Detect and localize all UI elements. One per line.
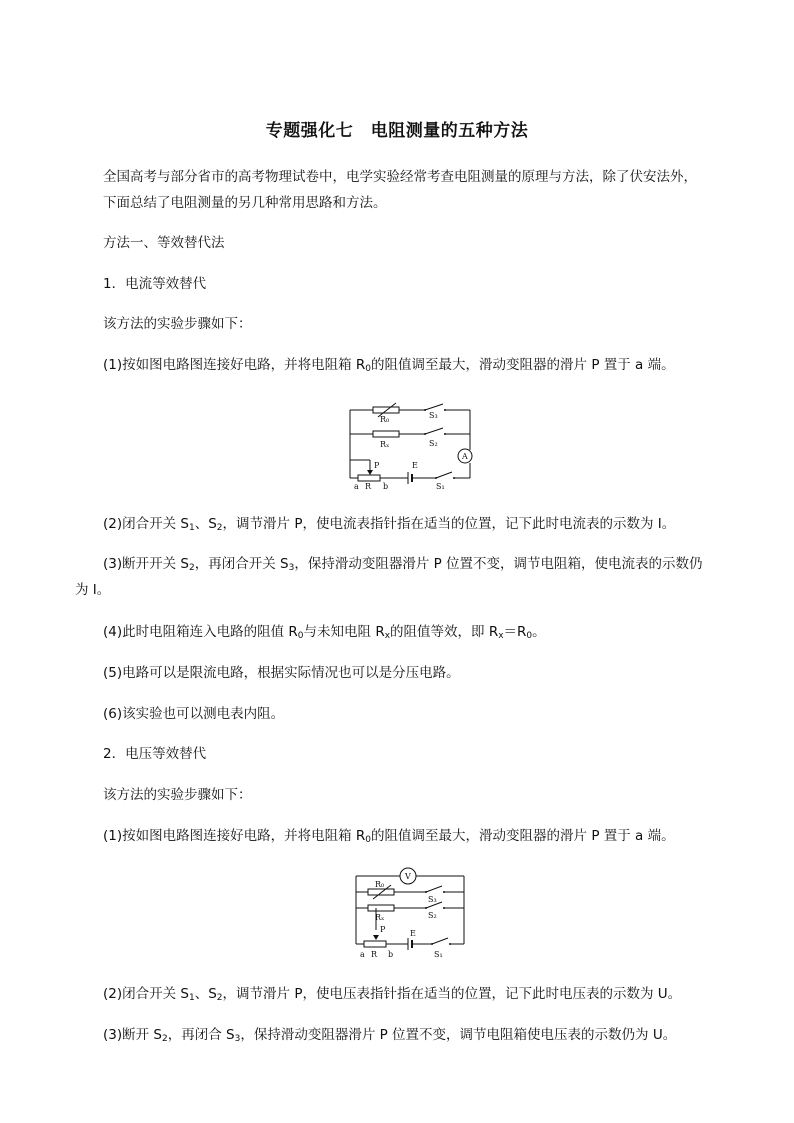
- section1-step-3-line2: 为 I。: [75, 582, 111, 598]
- voltmeter-label: V: [405, 872, 411, 881]
- section1-step-4: (4)此时电阻箱连入电路的阻值 $R_0$与未知电阻 $R_x$的阻值等效，即 $R_x=R_0$。: [103, 624, 546, 641]
- intro-line-1: 全国高考与部分省市的高考物理试卷中，电学实验经常考查电阻测量的原理与方法，除了伏安法外，: [103, 169, 697, 185]
- section2-heading: 2．电压等效替代: [103, 746, 207, 762]
- emf-e-label: E: [410, 929, 416, 938]
- section2-step-1: (1)按如图电路图连接好电路，并将电阻箱 $R_0$的阻值调至最大，滑动变阻器的滑片 P 置于 a 端。: [103, 828, 675, 845]
- s3-label: S₃: [429, 411, 438, 420]
- slider-p-label: P: [374, 461, 380, 470]
- section1-steps-label: 该方法的实验步骤如下：: [103, 316, 252, 332]
- section2-step-2: (2)闭合开关 $S_1$、$S_2$，调节滑片 P，使电压表指针指在适当的位置，记下此时电压表的示数为 U。: [103, 986, 682, 1003]
- section2-steps-label: 该方法的实验步骤如下：: [103, 787, 252, 803]
- slider-p-label: P: [380, 925, 386, 934]
- r0-label: R₀: [375, 880, 385, 889]
- rheostat-r-label: R: [371, 950, 378, 959]
- method1-heading: 方法一、等效替代法: [103, 235, 225, 251]
- r0-label: R₀: [380, 415, 390, 424]
- page-title: 专题强化七 电阻测量的五种方法: [265, 121, 529, 141]
- end-b-label: b: [383, 482, 389, 491]
- section1-step-6: (6)该实验也可以测电表内阻。: [103, 706, 285, 722]
- current-substitution-circuit-diagram: [340, 400, 480, 492]
- section1-step-3: (3)断开开关 $S_2$，再闭合开关 $S_3$，保持滑动变阻器滑片 P 位置不变，调节电阻箱，使电流表的示数仍: [103, 556, 703, 573]
- end-a-label: a: [354, 482, 359, 491]
- intro-line-2: 下面总结了电阻测量的另几种常用思路和方法。: [103, 195, 387, 211]
- emf-e-label: E: [412, 461, 418, 470]
- section1-step-2: (2)闭合开关 $S_1$、$S_2$，调节滑片 P，使电流表指针指在适当的位置，记下此时电流表的示数为 I。: [103, 516, 676, 533]
- s1-label: S₁: [434, 950, 443, 959]
- s2-label: S₂: [429, 439, 438, 448]
- rheostat-r-label: R: [365, 482, 372, 491]
- end-b-label: b: [388, 950, 394, 959]
- s1-label: S₁: [436, 482, 445, 491]
- s3-label: S₃: [428, 895, 437, 904]
- section1-step-5: (5)电路可以是限流电路，根据实际情况也可以是分压电路。: [103, 665, 460, 681]
- rx-label: Rₓ: [375, 913, 385, 922]
- rx-label: Rₓ: [380, 440, 390, 449]
- section2-step-3: (3)断开 $S_2$，再闭合 $S_3$，保持滑动变阻器滑片 P 位置不变，调节电阻箱使电压表的示数仍为 U。: [103, 1027, 677, 1044]
- section1-step-1: (1)按如图电路图连接好电路，并将电阻箱 $R_0$的阻值调至最大，滑动变阻器的滑片 P 置于 a 端。: [103, 357, 675, 374]
- section1-heading: 1．电流等效替代: [103, 276, 207, 292]
- ammeter-label: A: [462, 452, 468, 461]
- voltage-substitution-circuit-diagram: [346, 864, 476, 964]
- s2-label: S₂: [428, 911, 437, 920]
- end-a-label: a: [360, 950, 365, 959]
